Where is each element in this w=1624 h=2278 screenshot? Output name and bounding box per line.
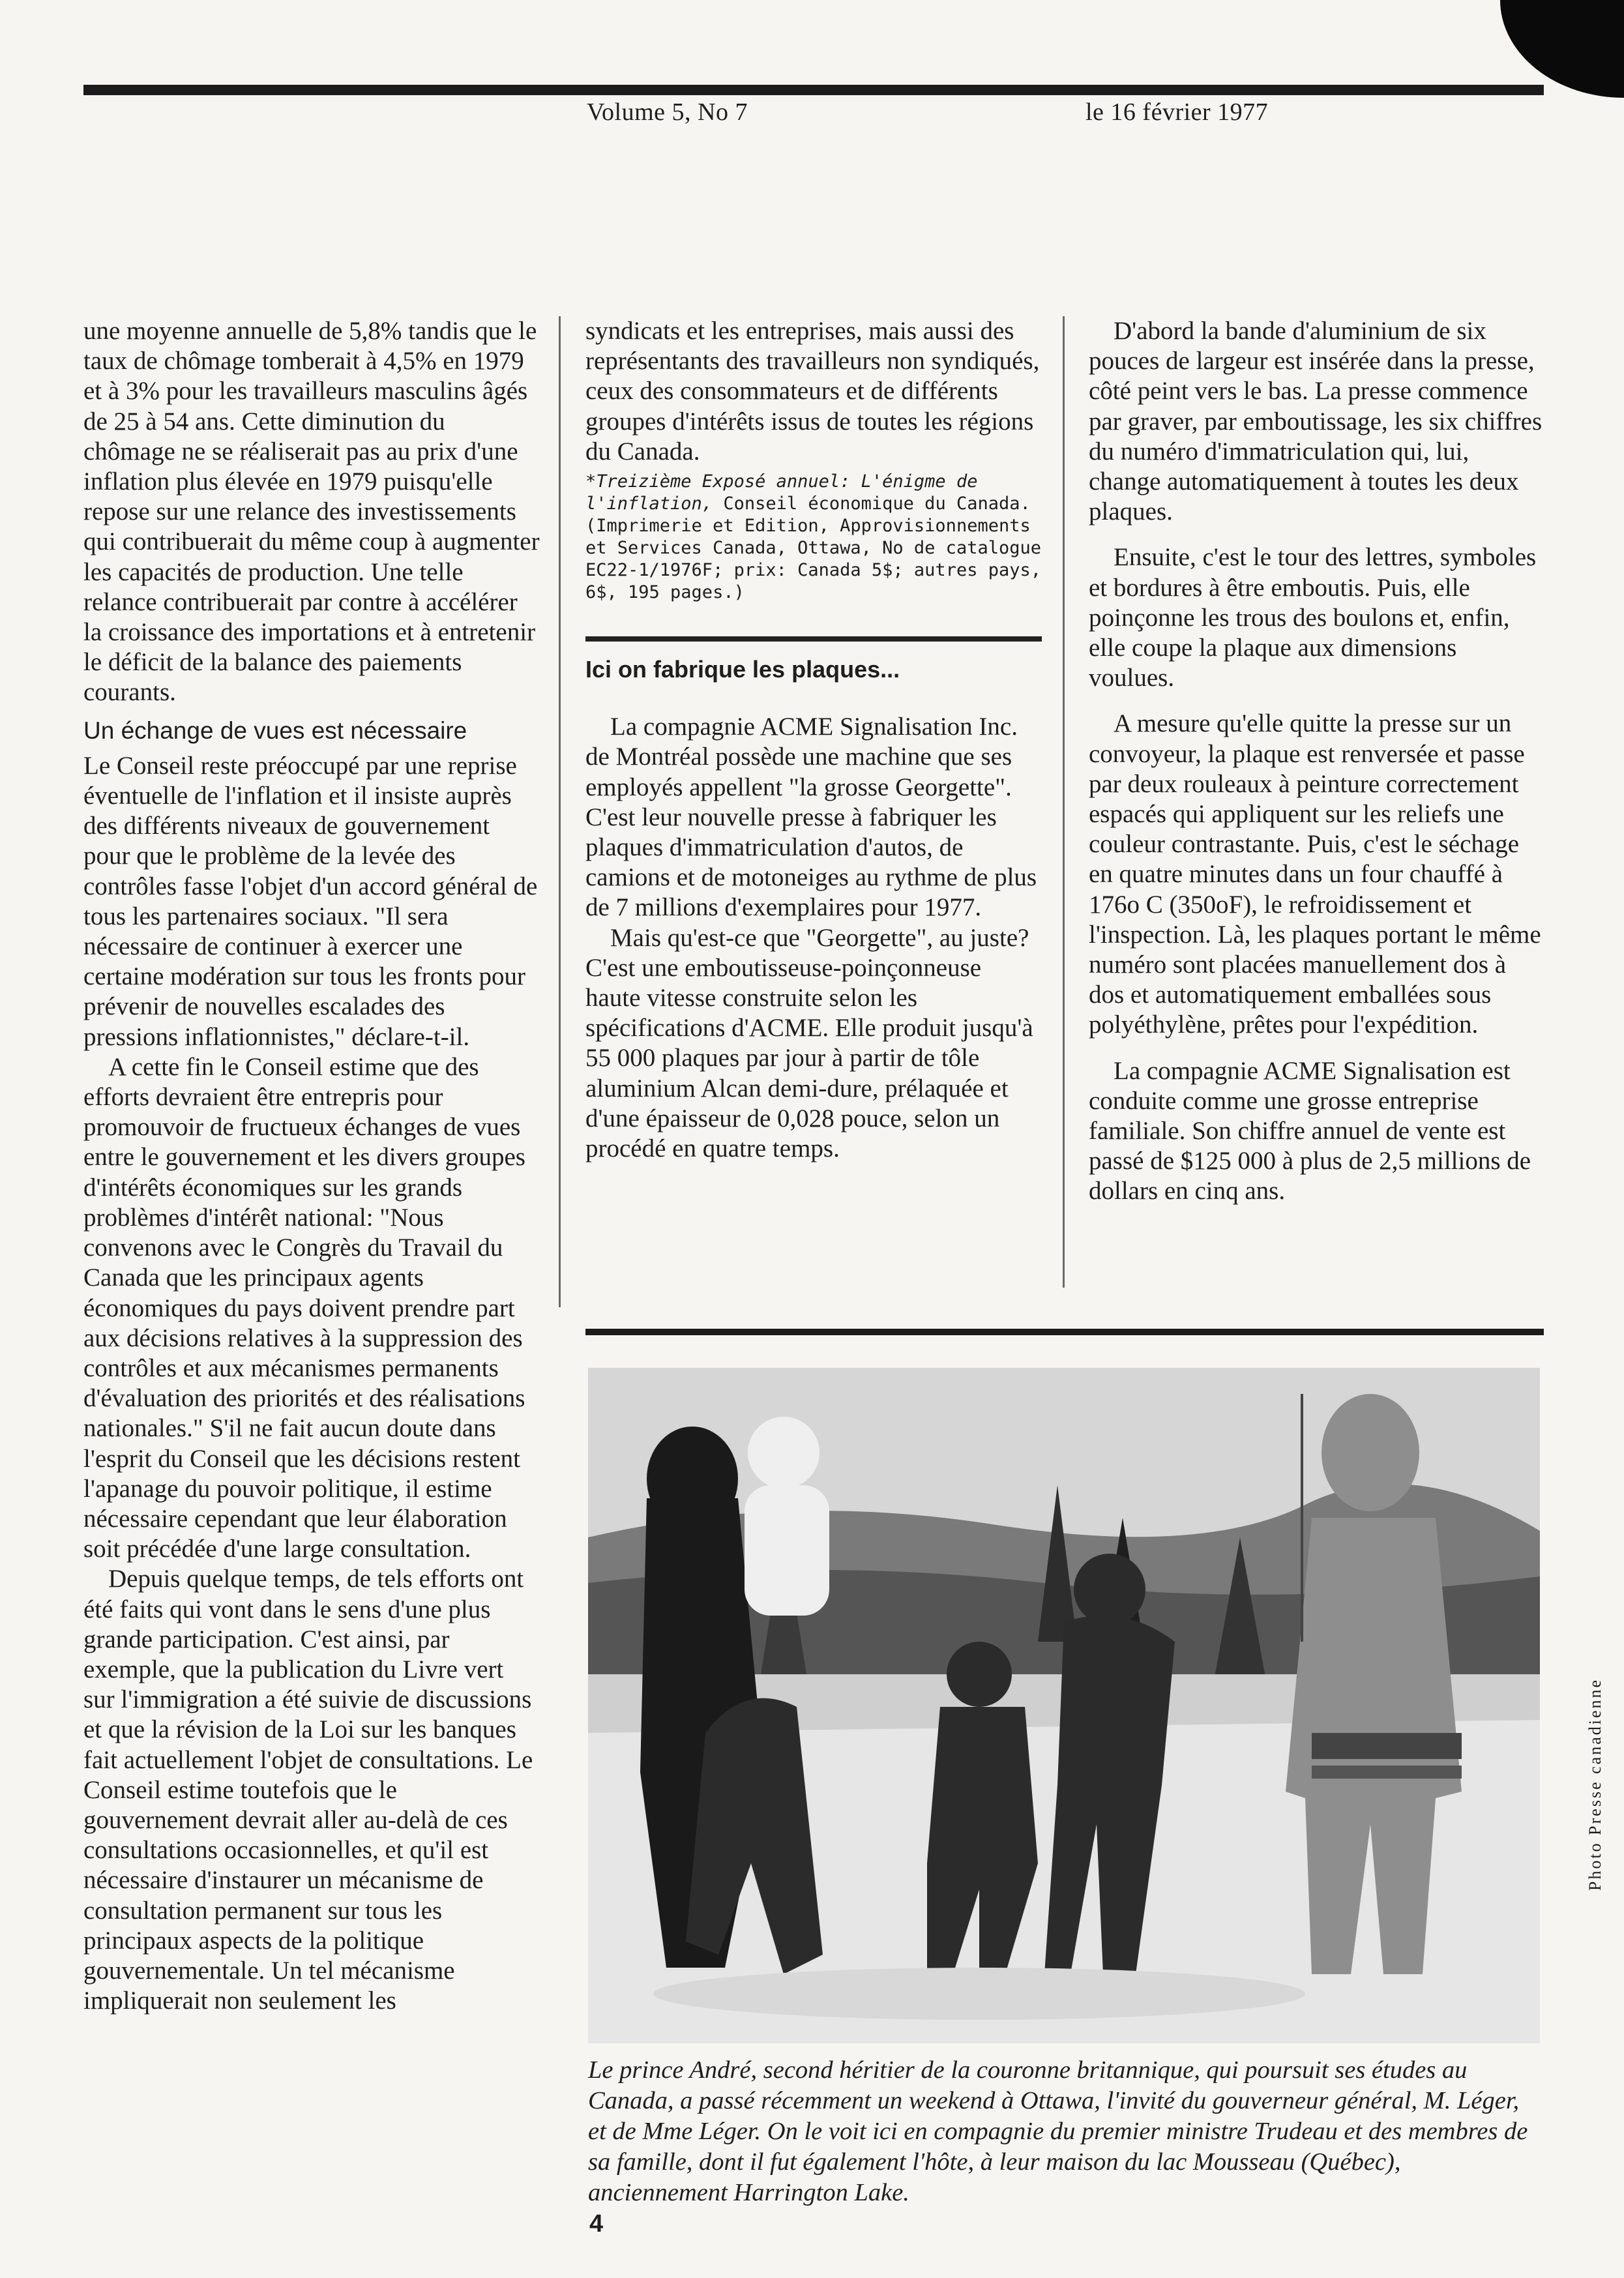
article-column-3	[1089, 316, 1545, 1207]
paragraph: A mesure qu'elle quitte la presse sur un convoyeur, la plaque est renversée et passe par deux rouleaux à peinture correctement espacés qui appliquent sur les reliefs une couleur contrastante. Puis, c'est le séchage en quatre minutes dans un four chauffé à 176o C (350oF), le refroidissement et l'inspection. Là, les plaques portant le même numéro sont placées manuellement dos à dos et automatiquement emballées sous polyéthylène, prêtes pour l'expédition.	[1089, 709, 1541, 1039]
paragraph: Le Conseil reste préoccupé par une reprise éventuelle de l'inflation et il insiste auprès des différents niveaux de gouvernement pour que le problème de la levée des contrôles fasse l'objet d'un accord général de tous les partenaires sociaux. "Il sera nécessaire de continuer à exercer une certaine modération sur tous les fronts pour prévenir de nouvelles escalades des pressions inflationnistes," déclare-t-il.	[83, 751, 538, 1051]
paragraph: D'abord la bande d'aluminium de six pouces de largeur est insérée dans la presse, côté peint vers le bas. La presse commence par graver, par emboutissage, les six chiffres du numéro d'immatriculation qui, lui, change automatiquement à toutes les deux plaques.	[1089, 317, 1543, 526]
photo-credit: Photo Presse canadienne	[1586, 1678, 1604, 1891]
column-divider-2	[1063, 316, 1065, 1288]
paragraph: Ensuite, c'est le tour des lettres, symboles et bordures à être emboutis. Puis, elle poinçonne les trous des boulons et, enfin, elle coupe la plaque aux dimensions voulues.	[1089, 543, 1537, 692]
header-rule	[83, 85, 1544, 95]
article-column-2	[585, 316, 1042, 1164]
paragraph: Depuis quelque temps, de tels efforts ont été faits qui vont dans le sens d'une plus grande participation. C'est ainsi, par exemple, que la publication du Livre vert sur l'immigration a été suivie de discussions et que la révision de la Loi sur les banques fait actuellement l'objet de consultations. Le Conseil estime toutefois que le gouvernement devrait aller au-delà de ces consultations occasionnelles, et qu'il est nécessaire d'instaurer un mécanisme de consultation permanent sur tous les principaux aspects de la politique gouvernementale. Un tel mécanisme impliquerait non seulement les	[83, 1565, 533, 2015]
issue-volume: Volume 5, No 7	[587, 98, 748, 126]
news-photo	[588, 1368, 1540, 2043]
paragraph: une moyenne annuelle de 5,8% tandis que le taux de chômage tomberait à 4,5% en 1979 et à 3% pour les travailleurs masculins âgés de 25 à 54 ans. Cette diminution du chômage ne se réaliserait pas au prix d'une inflation plus élevée en 1979 puisqu'elle repose sur une relance des investissements qui contribuerait du même coup à augmenter les capacités de production. Une telle relance contribuerait par contre à accélérer la croissance des importations et à entretenir le déficit de la balance des paiements courants.	[83, 317, 540, 707]
column-divider-1	[559, 316, 561, 1307]
photo-snow-scene	[588, 1368, 1540, 2043]
paragraph: syndicats et les entreprises, mais aussi des représentants des travailleurs non syndiqués, ceux des consommateurs et de différents groupes d'intérêts issus de toutes les régions du Canada.	[585, 317, 1040, 466]
box-rule	[585, 636, 1042, 642]
footnote	[585, 471, 1042, 604]
article-headline: Ici on fabrique les plaques...	[585, 656, 900, 683]
paragraph: A cette fin le Conseil estime que des efforts devraient être entrepris pour promouvoir de fructueux échanges de vues entre le gouvernement et les divers groupes d'intérêts économiques sur les grands problèmes d'intérêt national: "Nous convenons avec le Congrès du Travail du Canada que les principaux agents économiques du pays doivent prendre part aux décisions relatives à la suppression des contrôles et aux mécanismes permanents d'évaluation des priorités et des réalisations nationales." S'il ne fait aucun doute dans l'esprit du Conseil que les décisions restent l'apanage du pouvoir politique, il estime nécessaire cependant que leur élaboration soit précédée d'une large consultation.	[83, 1052, 525, 1563]
photo-rule	[585, 1329, 1544, 1335]
page-number: 4	[589, 2210, 604, 2238]
issue-date: le 16 février 1977	[1085, 98, 1269, 126]
photo-caption: Le prince André, second héritier de la couronne britannique, qui poursuit ses études au Canada, a passé récemment un weekend à Ottawa, l'invité du gouverneur général, M. Léger, et de Mme Léger. On le voit ici en compagnie du premier ministre Trudeau et des membres de sa famille, dont il fut également l'hôte, à leur maison du lac Mousseau (Québec), anciennement Harrington Lake.	[588, 2056, 1528, 2206]
page-corner-shadow	[1500, 0, 1624, 98]
paragraph: La compagnie ACME Signalisation est conduite comme une grosse entreprise familiale. Son chiffre annuel de vente est passé de $125 000 à plus de 2,5 millions de dollars en cinq ans.	[1089, 1056, 1531, 1206]
section-subhead: Un échange de vues est nécessaire	[83, 717, 467, 744]
paragraph: La compagnie ACME Signalisation Inc. de Montréal possède une machine que ses employés appellent "la grosse Georgette". C'est leur nouvelle presse à fabriquer les plaques d'immatriculation d'autos, de camions et de motoneiges au rythme de plus de 7 millions d'exemplaires pour 1977.	[585, 713, 1037, 922]
footnote-title: *Treizième Exposé annuel: L'énigme de l'inflation,	[585, 471, 978, 514]
paragraph: Mais qu'est-ce que "Georgette", au juste? C'est une emboutisseuse-poinçonneuse haute vitesse construite selon les spécifications d'ACME. Elle produit jusqu'à 55 000 plaques par jour à partir de tôle aluminium Alcan demi-dure, prélaquée et d'une épaisseur de 0,028 pouce, selon un procédé en quatre temps.	[585, 923, 1033, 1163]
footnote-text: Conseil économique du Canada. (Imprimerie et Edition, Approvisionnements et Services Canada, Ottawa, No de catalogue EC22-1/1976F; prix: Canada 5$; autres pays, 6$, 195 pages.)	[585, 494, 1041, 603]
article-column-1	[83, 316, 540, 2016]
